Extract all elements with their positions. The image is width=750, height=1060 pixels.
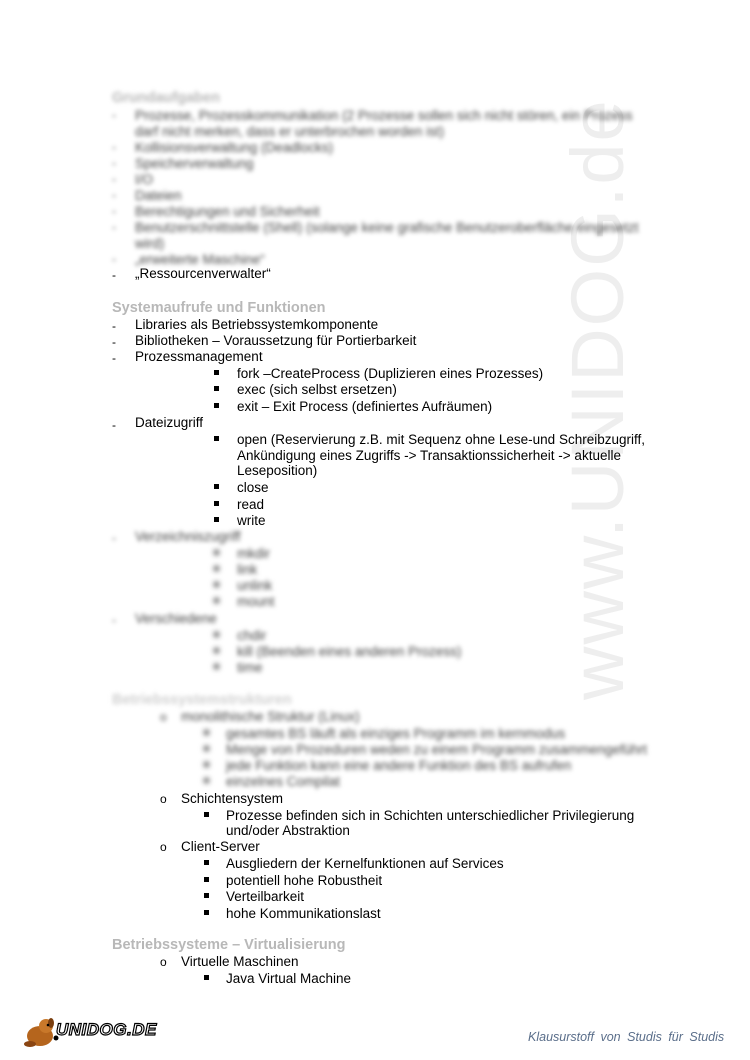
list-item: wird) <box>135 236 165 251</box>
list-item: hohe Kommunikationslast <box>226 906 381 921</box>
square-bullet <box>204 910 209 915</box>
square-bullet <box>204 860 209 865</box>
list-item: close <box>237 480 269 495</box>
list-item: mkdir <box>237 546 270 561</box>
square-bullet <box>214 582 219 587</box>
list-item: Ankündigung eines Zugriffs -> Transaktionssicherheit -> aktuelle <box>237 448 621 463</box>
dash-marker: - <box>112 252 116 266</box>
dash-marker: - <box>112 613 116 627</box>
list-item: Libraries als Betriebssystemkomponente <box>135 317 379 332</box>
list-item: time <box>237 660 263 675</box>
list-item: darf nicht merken, dass er unterbrochen worden ist) <box>135 124 445 139</box>
section-heading-systemaufrufe: Systemaufrufe und Funktionen <box>112 300 326 316</box>
circle-bullet: o <box>160 792 167 806</box>
dash-marker: - <box>112 418 116 432</box>
square-bullet <box>204 975 209 980</box>
list-item: monolithische Struktur (Linux) <box>181 709 360 724</box>
dash-marker: - <box>112 156 116 170</box>
circle-bullet: o <box>160 955 167 969</box>
list-item: Leseposition) <box>237 463 318 478</box>
dash-marker: - <box>112 268 116 282</box>
footer-tagline: Klausurstoff von Studis für Studis <box>528 1030 725 1044</box>
square-bullet <box>214 664 219 669</box>
square-bullet <box>204 877 209 882</box>
list-item: Bibliotheken – Voraussetzung für Portierbarkeit <box>135 333 417 348</box>
list-item: Dateizugriff <box>135 415 204 430</box>
list-item: I/O <box>135 172 154 187</box>
square-bullet <box>214 386 219 391</box>
list-item: write <box>237 513 266 528</box>
dash-marker: - <box>112 188 116 202</box>
square-bullet <box>204 812 209 817</box>
dash-marker: - <box>112 204 116 218</box>
list-item: Speicherverwaltung <box>135 156 254 171</box>
list-item: Schichtensystem <box>181 791 284 806</box>
square-bullet <box>214 370 219 375</box>
section-heading-strukturen: Betriebssystemstrukturen <box>112 692 292 708</box>
list-item: „Ressourcenverwalter“ <box>135 266 271 281</box>
list-item: jede Funktion kann eine andere Funktion des BS aufrufen <box>226 758 572 773</box>
dash-marker: - <box>112 220 116 234</box>
list-item: Virtuelle Maschinen <box>181 954 299 969</box>
list-item: exec (sich selbst ersetzen) <box>237 382 397 397</box>
list-item: Verzeichniszugriff <box>135 529 241 544</box>
square-bullet <box>204 730 209 735</box>
square-bullet <box>204 746 209 751</box>
list-item: fork –CreateProcess (Duplizieren eines Prozesses) <box>237 366 544 381</box>
list-item: und/oder Abstraktion <box>226 823 350 838</box>
list-item: Prozesse, Prozesskommunikation (2 Prozesse sollen sich nicht stören, ein Prozess <box>135 108 633 123</box>
list-item: unlink <box>237 578 273 593</box>
dash-marker: - <box>112 108 116 122</box>
list-item: gesamtes BS läuft als einziges Programm im kernmodus <box>226 726 566 741</box>
square-bullet <box>214 501 219 506</box>
list-item: Benutzerschnittstelle (Shell) (solange keine grafische Benutzeroberfläche eingesetzt <box>135 220 639 235</box>
circle-bullet: o <box>160 840 167 854</box>
square-bullet <box>214 436 219 441</box>
dash-marker: - <box>112 531 116 545</box>
list-item: Prozesse befinden sich in Schichten unterschiedlicher Privilegierung <box>226 808 635 823</box>
list-item: Kollisionsverwaltung (Deadlocks) <box>135 140 334 155</box>
list-item: Prozessmanagement <box>135 349 263 364</box>
logo-text: UNIDOG.DE <box>56 1020 157 1039</box>
list-item: kill (Beenden eines anderen Prozess) <box>237 644 462 659</box>
list-item: Java Virtual Machine <box>226 971 352 986</box>
list-item: read <box>237 497 265 512</box>
list-item: Berechtigungen und Sicherheit <box>135 204 320 219</box>
list-item: „erweiterte Maschine“ <box>135 252 265 267</box>
square-bullet <box>214 517 219 522</box>
list-item: potentiell hohe Robustheit <box>226 873 383 888</box>
square-bullet <box>204 762 209 767</box>
list-item: chdir <box>237 628 267 643</box>
dash-marker: - <box>112 140 116 154</box>
list-item: Client-Server <box>181 839 260 854</box>
list-item: link <box>237 562 258 577</box>
dash-marker: - <box>112 335 116 349</box>
square-bullet <box>214 566 219 571</box>
square-bullet <box>214 598 219 603</box>
section-heading-grundaufgaben: Grundaufgaben <box>112 90 220 106</box>
square-bullet <box>204 778 209 783</box>
list-item: Verteilbarkeit <box>226 889 305 904</box>
dash-marker: - <box>112 172 116 186</box>
dash-marker: - <box>112 319 116 333</box>
section-heading-virtualisierung: Betriebssysteme – Virtualisierung <box>112 937 346 953</box>
list-item: einzelnes Compilat <box>226 774 341 789</box>
list-item: mount <box>237 594 275 609</box>
list-item: exit – Exit Process (definiertes Aufräumen) <box>237 399 493 414</box>
list-item: Dateien <box>135 188 182 203</box>
square-bullet <box>214 632 219 637</box>
square-bullet <box>214 550 219 555</box>
watermark: www.UNIDOG.de <box>556 98 639 700</box>
square-bullet <box>214 484 219 489</box>
circle-bullet: o <box>160 710 167 724</box>
square-bullet <box>204 893 209 898</box>
square-bullet <box>214 403 219 408</box>
list-item: Menge von Prozeduren weden zu einem Programm zusammengeführt <box>226 742 647 757</box>
list-item: open (Reservierung z.B. mit Sequenz ohne Lese-und Schreibzugriff, <box>237 432 645 447</box>
list-item: Ausgliedern der Kernelfunktionen auf Services <box>226 856 504 871</box>
square-bullet <box>214 648 219 653</box>
list-item: Verschiedene <box>135 611 217 626</box>
dash-marker: - <box>112 351 116 365</box>
